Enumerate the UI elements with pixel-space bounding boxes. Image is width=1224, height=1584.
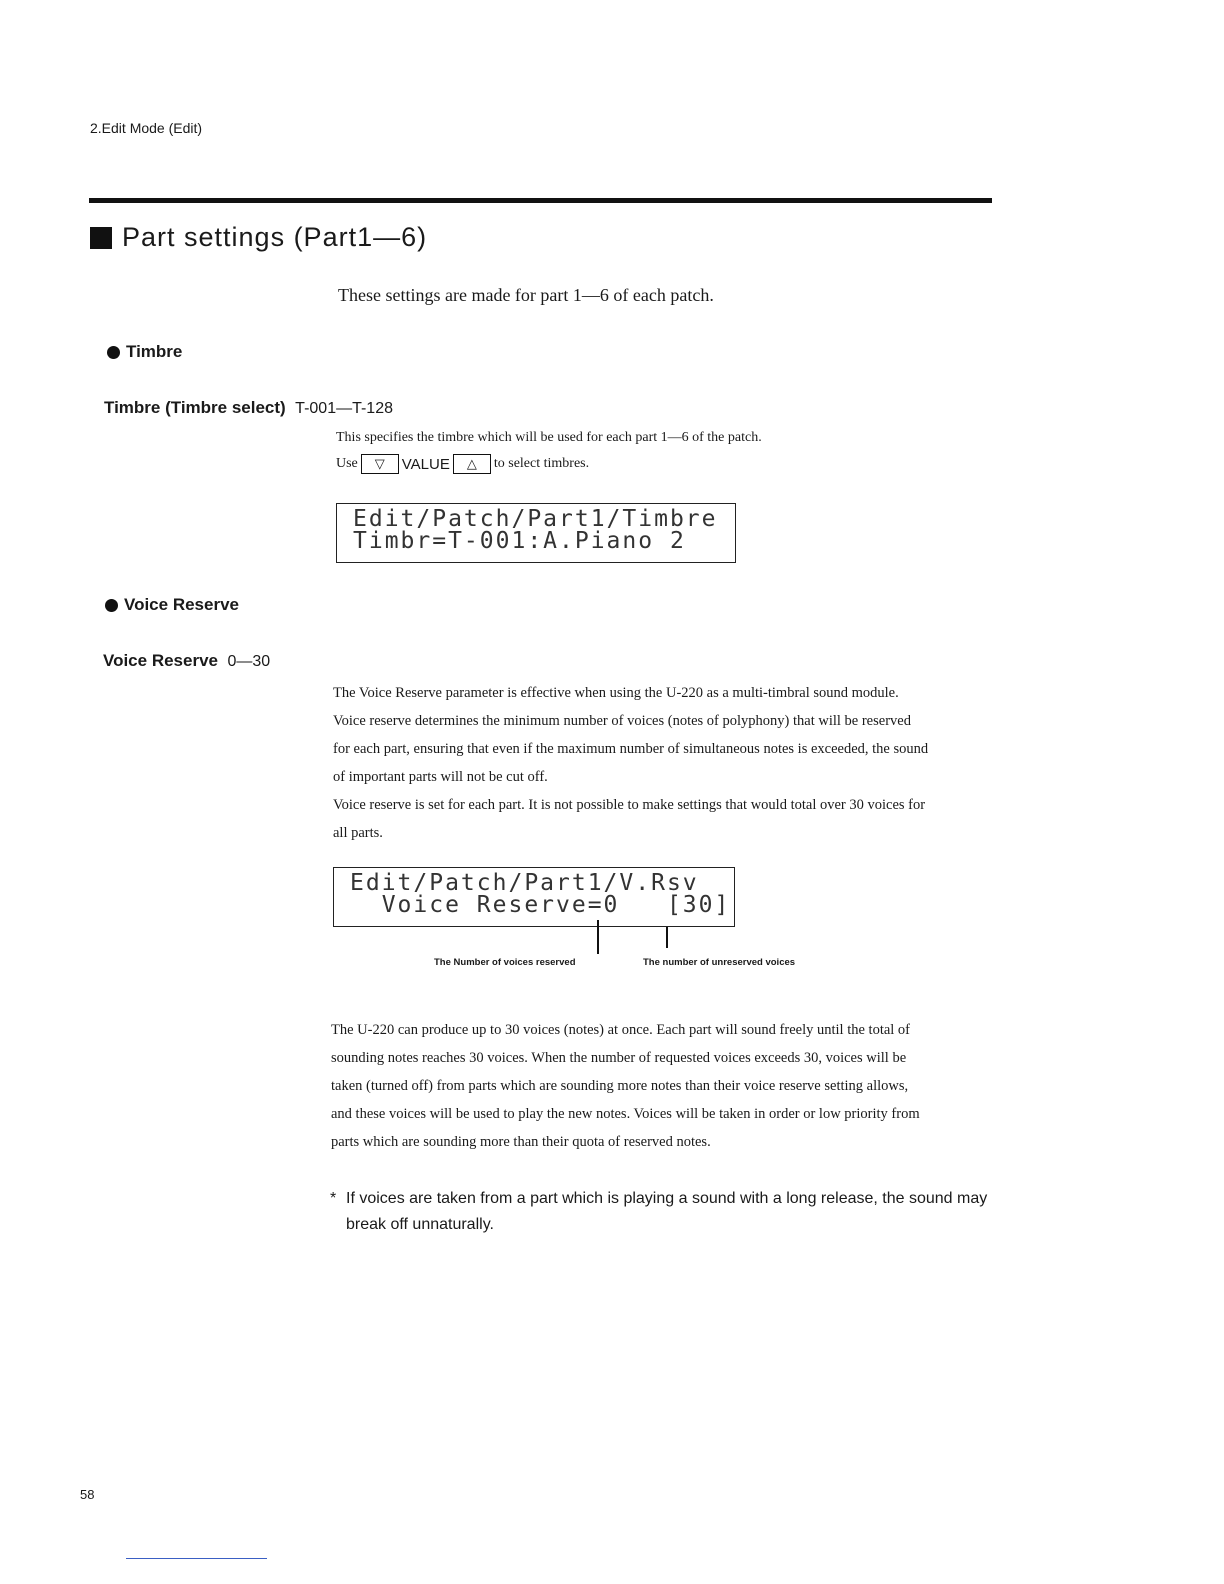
voice-reserve-param-name: Voice Reserve <box>103 651 218 670</box>
paragraph-line: of important parts will not be cut off. <box>333 769 548 785</box>
paragraph-line: sounding notes reaches 30 voices. When the number of requested voices exceeds 30, voices will be <box>331 1050 907 1066</box>
lcd-line-2: Timbr=T-001:A.Piano 2 <box>353 528 686 554</box>
paragraph-line: for each part, ensuring that even if the maximum number of simultaneous notes is exceeded, the sound <box>333 741 929 757</box>
timbre-param <box>104 398 393 418</box>
timbre-heading-label: Timbre <box>126 342 183 361</box>
use-prefix: Use <box>336 456 358 471</box>
lcd-line-2: Voice Reserve=0 [30] <box>350 892 731 918</box>
running-head: 2.Edit Mode (Edit) <box>90 120 203 136</box>
paragraph-line: The U-220 can produce up to 30 voices (notes) at once. Each part will sound freely until the total of <box>331 1022 911 1038</box>
lcd-display-voice-reserve <box>333 867 735 927</box>
voice-reserve-heading-label: Voice Reserve <box>124 595 239 614</box>
note-text: If voices are taken from a part which is playing a sound with a long release, the sound may break off unnaturally. <box>346 1190 988 1233</box>
voice-reserve-description <box>333 679 993 847</box>
value-label: VALUE <box>401 455 450 473</box>
timbre-param-range: T-001—T-128 <box>295 400 393 417</box>
section-marker-icon <box>90 227 112 249</box>
bottom-rule <box>126 1558 267 1559</box>
release-note <box>330 1186 990 1238</box>
note-marker: * <box>330 1190 337 1207</box>
lcd-display-timbre <box>336 503 736 563</box>
caption-reserved-voices: The Number of voices reserved <box>434 957 576 968</box>
bullet-icon <box>107 346 120 359</box>
value-down-key-icon: ▽ <box>361 454 399 474</box>
paragraph-line: Voice reserve is set for each part. It is not possible to make settings that would total over 30 voices for <box>333 797 926 813</box>
page-number: 58 <box>80 1487 95 1502</box>
voice-reserve-param <box>103 651 270 671</box>
pointer-line-unreserved <box>666 927 668 948</box>
paragraph-line: Voice reserve determines the minimum number of voices (notes of polyphony) that will be reserved <box>333 713 911 729</box>
timbre-description: This specifies the timbre which will be used for each part 1—6 of the patch. <box>336 430 762 445</box>
use-suffix: to select timbres. <box>493 456 590 471</box>
lcd-line-1: Edit/Patch/Part1/V.Rsv <box>350 870 699 896</box>
paragraph-line: parts which are sounding more than their quota of reserved notes. <box>331 1134 711 1150</box>
pointer-line-reserved <box>597 920 599 954</box>
section-intro: These settings are made for part 1—6 of each patch. <box>338 285 714 305</box>
timbre-param-name: Timbre (Timbre select) <box>104 398 286 417</box>
paragraph-line: The Voice Reserve parameter is effective when using the U-220 as a multi-timbral sound module. <box>333 685 899 701</box>
paragraph-line: taken (turned off) from parts which are sounding more notes than their voice reserve setting allows, <box>331 1078 909 1094</box>
voice-reserve-heading <box>105 595 239 615</box>
value-up-key-icon: △ <box>453 454 491 474</box>
u220-voices-paragraph <box>331 1016 991 1156</box>
paragraph-line: all parts. <box>333 825 383 841</box>
lcd-line-1: Edit/Patch/Part1/Timbre <box>353 506 718 532</box>
paragraph-line: and these voices will be used to play the new notes. Voices will be taken in order or low priority from <box>331 1106 920 1122</box>
section-title: Part settings (Part1—6) <box>122 222 428 252</box>
caption-unreserved-voices: The number of unreserved voices <box>643 957 796 968</box>
bullet-icon <box>105 599 118 612</box>
timbre-usage <box>336 454 589 474</box>
timbre-heading <box>107 342 182 362</box>
voice-reserve-param-range: 0—30 <box>227 653 271 670</box>
section-title-row <box>90 222 427 253</box>
section-divider <box>89 198 992 203</box>
